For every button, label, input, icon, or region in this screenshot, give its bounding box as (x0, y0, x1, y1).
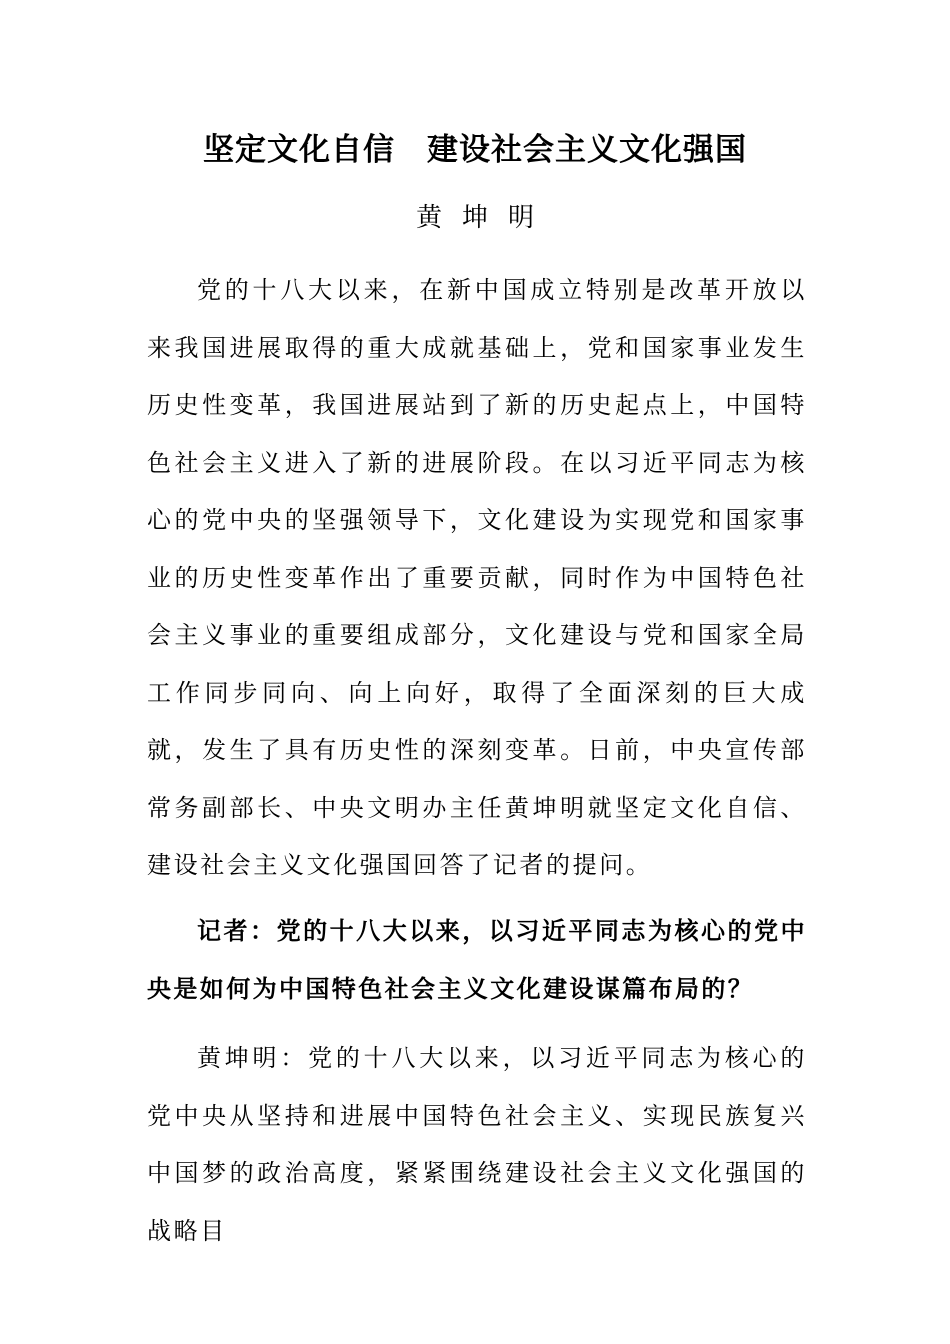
document-author: 黄坤明 (415, 203, 554, 233)
answer-paragraph: 黄坤明：党的十八大以来，以习近平同志为核心的党中央从坚持和进展中国特色社会主义、实现民族复兴中国梦的政治高度，紧紧围绕建设社会主义文化强国的战略目 (147, 1044, 807, 1245)
document-title: 坚定文化自信 建设社会主义文化强国 (203, 132, 747, 168)
intro-paragraph: 党的十八大以来，在新中国成立特别是改革开放以来我国进展取得的重大成就基础上，党和国家事业发生历史性变革，我国进展站到了新的历史起点上，中国特色社会主义进入了新的进展阶段。在以习近平同志为核心的党中央的坚强领导下，文化建设为实现党和国家事业的历史性变革作出了重要贡献，同时作为中国特色社会主义事业的重要组成部分，文化建设与党和国家全局工作同步同向、向上向好，取得了全面深刻的巨大成就，发生了具有历史性的深刻变革。日前，中央宣传部常务副部长、中央文明办主任黄坤明就坚定文化自信、建设社会主义文化强国回答了记者的提问。 (147, 276, 807, 879)
reporter-question: 记者：党的十八大以来，以习近平同志为核心的党中央是如何为中国特色社会主义文化建设谋篇布局的？ (147, 917, 807, 1003)
